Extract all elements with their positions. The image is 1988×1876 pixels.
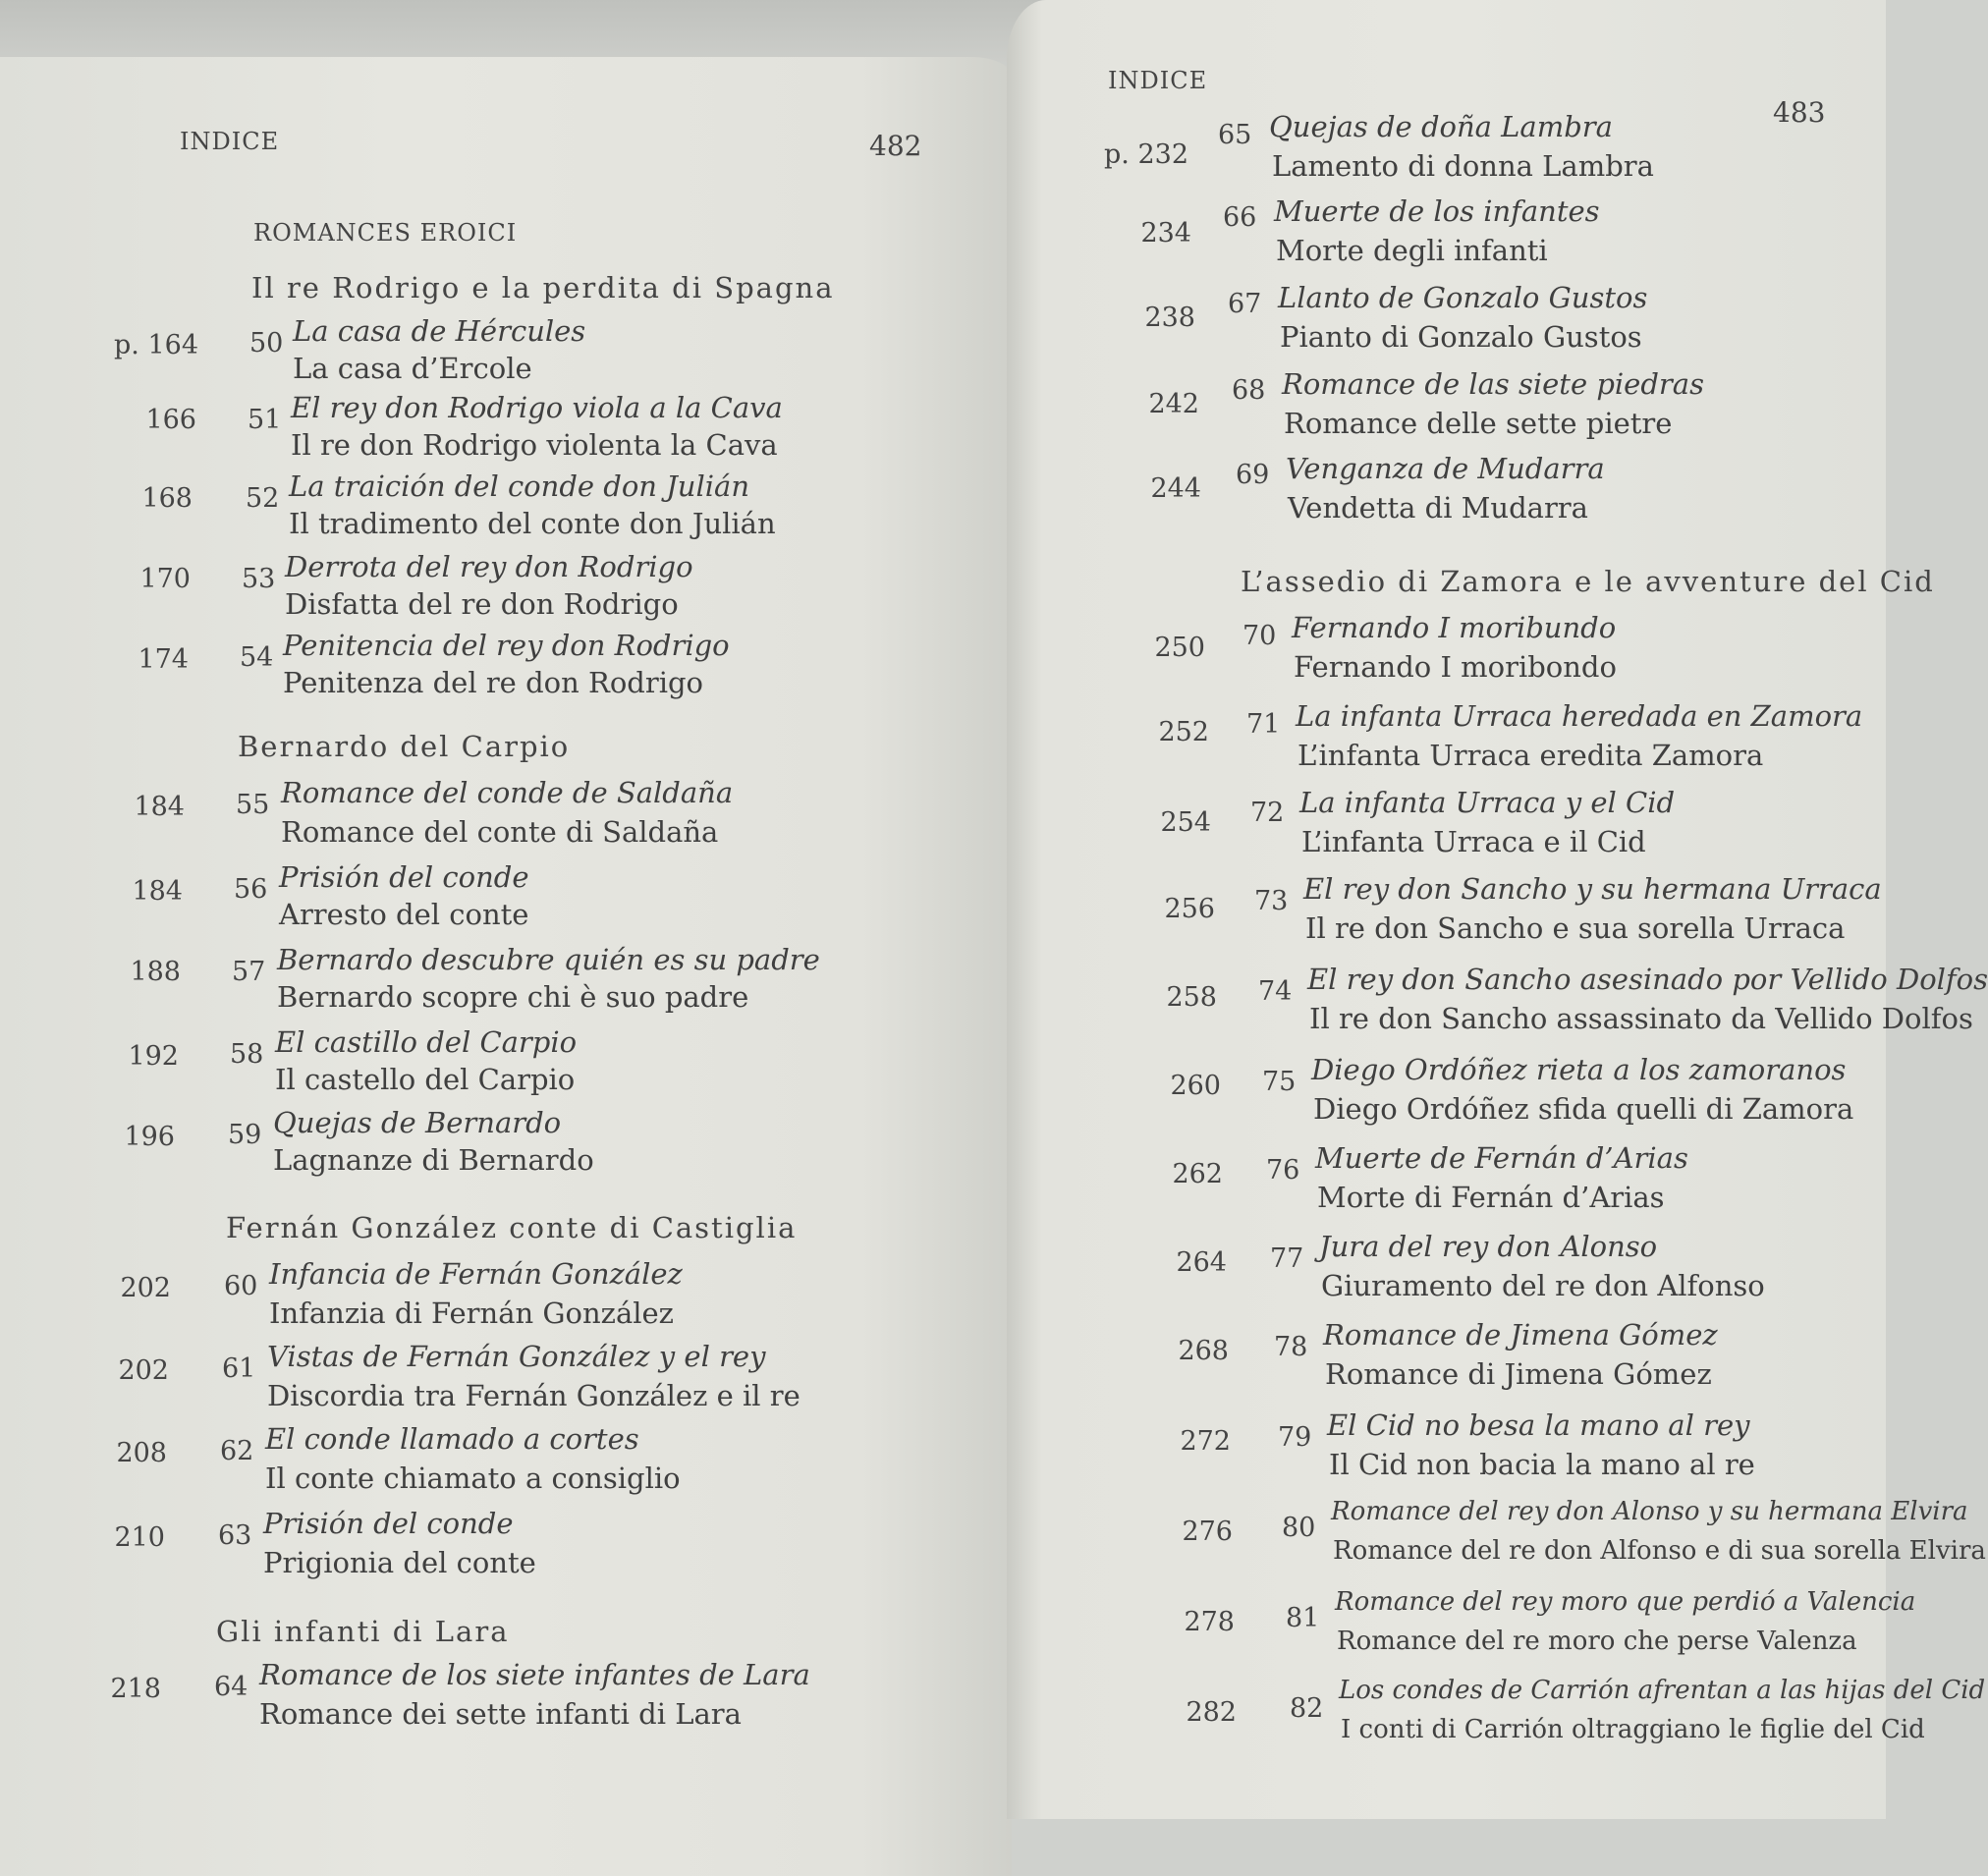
entry-number: 73: [1254, 886, 1289, 916]
entry-title-es: La traición del conde don Julián: [289, 469, 749, 503]
entry-page: 242: [1148, 389, 1199, 419]
entry-title-es: Derrota del rey don Rodrigo: [285, 550, 693, 583]
folio-left: 482: [869, 130, 922, 162]
entry-page: 170: [139, 564, 191, 594]
running-head-right: INDICE: [1108, 67, 1208, 94]
entry-title-it: Il Cid non bacia la mano al re: [1329, 1448, 1755, 1481]
entry-title-it: L’infanta Urraca e il Cid: [1301, 825, 1646, 858]
entry-title-es: Quejas de doña Lambra: [1269, 110, 1613, 143]
entry-title-it: Arresto del conte: [279, 898, 529, 931]
entry-title-es: Jura del rey don Alonso: [1319, 1230, 1658, 1263]
entry-title-es: La infanta Urraca y el Cid: [1299, 786, 1676, 819]
entry-title-es: Infancia de Fernán González: [269, 1257, 683, 1291]
entry-number: 79: [1278, 1422, 1312, 1453]
entry-page: 202: [118, 1355, 169, 1386]
entry-page: 254: [1160, 807, 1211, 838]
entry-title-it: Romance del re don Alfonso e di sua sorella Elvira: [1333, 1536, 1986, 1566]
entry-title-it: Giuramento del re don Alfonso: [1321, 1269, 1765, 1302]
entry-page: 272: [1180, 1426, 1231, 1457]
entry-page: 168: [141, 483, 193, 514]
entry-page: 166: [145, 405, 196, 435]
section-title: ROMANCES EROICI: [253, 219, 518, 247]
entry-page: 282: [1186, 1697, 1237, 1728]
entry-page: p. 164: [114, 330, 198, 360]
entry-title-it: Il re don Rodrigo violenta la Cava: [291, 428, 778, 462]
entry-page: 192: [128, 1041, 179, 1072]
entry-title-es: El Cid no besa la mano al rey: [1327, 1408, 1750, 1442]
entry-title-es: Los condes de Carrión afrentan a las hijas del Cid: [1339, 1676, 1986, 1705]
entry-title-es: Prisión del conde: [279, 860, 529, 894]
entry-title-it: Bernardo scopre chi è suo padre: [277, 980, 749, 1014]
section-title: Bernardo del Carpio: [238, 730, 571, 763]
entry-number: 61: [222, 1353, 256, 1384]
entry-number: 52: [246, 483, 280, 514]
folio-right: 483: [1773, 96, 1826, 129]
entry-title-it: Diego Ordóñez sfida quelli di Zamora: [1313, 1092, 1854, 1126]
entry-number: 82: [1290, 1693, 1324, 1724]
entry-title-it: Disfatta del re don Rodrigo: [285, 587, 679, 621]
entry-number: 50: [249, 328, 284, 359]
right-page: [1007, 0, 1988, 1819]
entry-title-es: El rey don Rodrigo viola a la Cava: [291, 391, 783, 424]
entry-title-it: I conti di Carrión oltraggiano le figlie del Cid: [1341, 1715, 1925, 1744]
entry-number: 66: [1223, 202, 1257, 233]
entry-page: p. 232: [1104, 139, 1188, 170]
entry-title-es: El rey don Sancho asesinado por Vellido Dolfos: [1307, 963, 1988, 996]
entry-number: 51: [248, 405, 282, 435]
entry-number: 62: [220, 1436, 254, 1466]
entry-number: 71: [1246, 709, 1281, 740]
entry-page: 250: [1154, 633, 1205, 663]
section-title: L’assedio di Zamora e le avventure del Cid: [1241, 565, 1935, 598]
entry-title-es: Diego Ordóñez rieta a los zamoranos: [1311, 1053, 1847, 1086]
entry-number: 59: [228, 1120, 262, 1150]
entry-title-it: Lagnanze di Bernardo: [273, 1143, 594, 1177]
entry-title-it: Romance del conte di Saldaña: [281, 815, 719, 849]
entry-page: 202: [120, 1273, 171, 1303]
entry-title-es: Romance del conde de Saldaña: [281, 776, 734, 809]
entry-page: 258: [1166, 982, 1217, 1013]
entry-title-es: Romance del rey don Alonso y su hermana Elvira: [1331, 1497, 1968, 1526]
entry-title-es: Muerte de los infantes: [1274, 194, 1600, 228]
entry-page: 234: [1140, 218, 1191, 248]
entry-title-it: Vendetta di Mudarra: [1288, 491, 1588, 524]
entry-page: 238: [1144, 303, 1195, 333]
entry-title-it: Il tradimento del conte don Julián: [289, 507, 776, 540]
entry-title-it: Romance dei sette infanti di Lara: [259, 1697, 742, 1731]
entry-title-es: La casa de Hércules: [293, 314, 586, 348]
entry-title-it: Morte di Fernán d’Arias: [1317, 1181, 1665, 1214]
entry-title-it: Il re don Sancho e sua sorella Urraca: [1305, 911, 1846, 945]
entry-title-es: Bernardo descubre quién es su padre: [277, 943, 820, 976]
entry-title-es: Vistas de Fernán González y el rey: [267, 1340, 766, 1373]
entry-title-es: El rey don Sancho y su hermana Urraca: [1303, 872, 1882, 906]
entry-number: 80: [1282, 1513, 1316, 1543]
entry-page: 184: [132, 876, 183, 907]
entry-title-es: Quejas de Bernardo: [273, 1106, 562, 1139]
entry-page: 196: [124, 1122, 175, 1152]
entry-title-es: Fernando I moribundo: [1292, 611, 1617, 644]
entry-title-es: La infanta Urraca heredada en Zamora: [1296, 699, 1863, 733]
entry-number: 57: [232, 957, 266, 987]
entry-title-it: Il conte chiamato a consiglio: [265, 1462, 681, 1495]
entry-title-it: Discordia tra Fernán González e il re: [267, 1379, 801, 1412]
entry-number: 76: [1266, 1155, 1300, 1186]
entry-page: 244: [1150, 473, 1201, 504]
entry-number: 65: [1218, 120, 1252, 150]
entry-title-es: Romance del rey moro que perdió a Valencia: [1335, 1587, 1916, 1617]
entry-number: 81: [1286, 1603, 1320, 1633]
entry-page: 260: [1170, 1071, 1221, 1101]
entry-page: 262: [1172, 1159, 1223, 1189]
entry-title-it: Romance di Jimena Gómez: [1325, 1357, 1712, 1391]
entry-number: 56: [234, 874, 268, 905]
entry-number: 68: [1232, 375, 1266, 406]
running-head-left: INDICE: [180, 128, 280, 155]
left-page: [0, 57, 1012, 1876]
entry-number: 77: [1270, 1243, 1304, 1274]
entry-page: 208: [116, 1438, 167, 1468]
section-title: Il re Rodrigo e la perdita di Spagna: [251, 271, 835, 304]
entry-title-it: La casa d’Ercole: [293, 352, 532, 385]
entry-page: 264: [1176, 1247, 1227, 1278]
entry-title-es: Prisión del conde: [263, 1507, 514, 1540]
entry-page: 276: [1182, 1517, 1233, 1547]
entry-title-es: Romance de los siete infantes de Lara: [259, 1658, 810, 1691]
entry-title-it: L’infanta Urraca eredita Zamora: [1298, 739, 1764, 772]
entry-title-es: Muerte de Fernán d’Arias: [1315, 1141, 1688, 1175]
entry-title-it: Morte degli infanti: [1276, 234, 1548, 267]
entry-page: 256: [1164, 894, 1215, 924]
entry-number: 58: [230, 1039, 264, 1070]
entry-title-es: Llanto de Gonzalo Gustos: [1278, 281, 1648, 314]
entry-title-it: Lamento di donna Lambra: [1272, 149, 1654, 183]
entry-number: 53: [242, 564, 276, 594]
entry-title-es: El conde llamado a cortes: [265, 1422, 639, 1456]
entry-title-es: Romance de las siete piedras: [1282, 367, 1704, 401]
entry-title-it: Il re don Sancho assassinato da Vellido Dolfos: [1309, 1002, 1973, 1035]
entry-number: 74: [1258, 976, 1293, 1007]
entry-page: 210: [114, 1522, 165, 1553]
entry-title-it: Prigionia del conte: [263, 1546, 536, 1579]
entry-number: 69: [1236, 460, 1270, 490]
entry-title-it: Fernando I moribondo: [1294, 650, 1617, 684]
entry-title-it: Romance del re moro che perse Valenza: [1337, 1627, 1857, 1656]
entry-title-it: Penitenza del re don Rodrigo: [283, 666, 704, 699]
entry-number: 70: [1242, 621, 1277, 651]
entry-number: 64: [214, 1672, 248, 1702]
entry-title-it: Il castello del Carpio: [275, 1063, 576, 1096]
entry-title-it: Romance delle sette pietre: [1284, 407, 1673, 440]
entry-page: 252: [1158, 717, 1209, 747]
entry-title-es: Venganza de Mudarra: [1286, 452, 1605, 485]
entry-title-it: Infanzia di Fernán González: [269, 1297, 674, 1330]
entry-page: 268: [1178, 1336, 1229, 1366]
entry-number: 54: [240, 642, 274, 673]
entry-page: 184: [134, 792, 185, 822]
entry-number: 63: [218, 1520, 252, 1551]
entry-number: 67: [1228, 289, 1262, 319]
entry-title-es: Penitencia del rey don Rodrigo: [283, 629, 730, 662]
entry-title-es: Romance de Jimena Gómez: [1323, 1318, 1718, 1352]
entry-page: 188: [130, 957, 181, 987]
entry-number: 75: [1262, 1067, 1297, 1097]
entry-title-es: El castillo del Carpio: [275, 1025, 578, 1059]
section-title: Gli infanti di Lara: [216, 1615, 510, 1648]
entry-page: 174: [138, 644, 189, 675]
entry-title-it: Pianto di Gonzalo Gustos: [1280, 320, 1642, 354]
entry-number: 72: [1250, 798, 1285, 828]
entry-number: 60: [224, 1271, 258, 1301]
entry-page: 278: [1184, 1607, 1235, 1637]
entry-number: 55: [236, 790, 270, 820]
section-title: Fernán González conte di Castiglia: [226, 1211, 798, 1244]
entry-number: 78: [1274, 1332, 1308, 1362]
entry-page: 218: [110, 1674, 161, 1704]
